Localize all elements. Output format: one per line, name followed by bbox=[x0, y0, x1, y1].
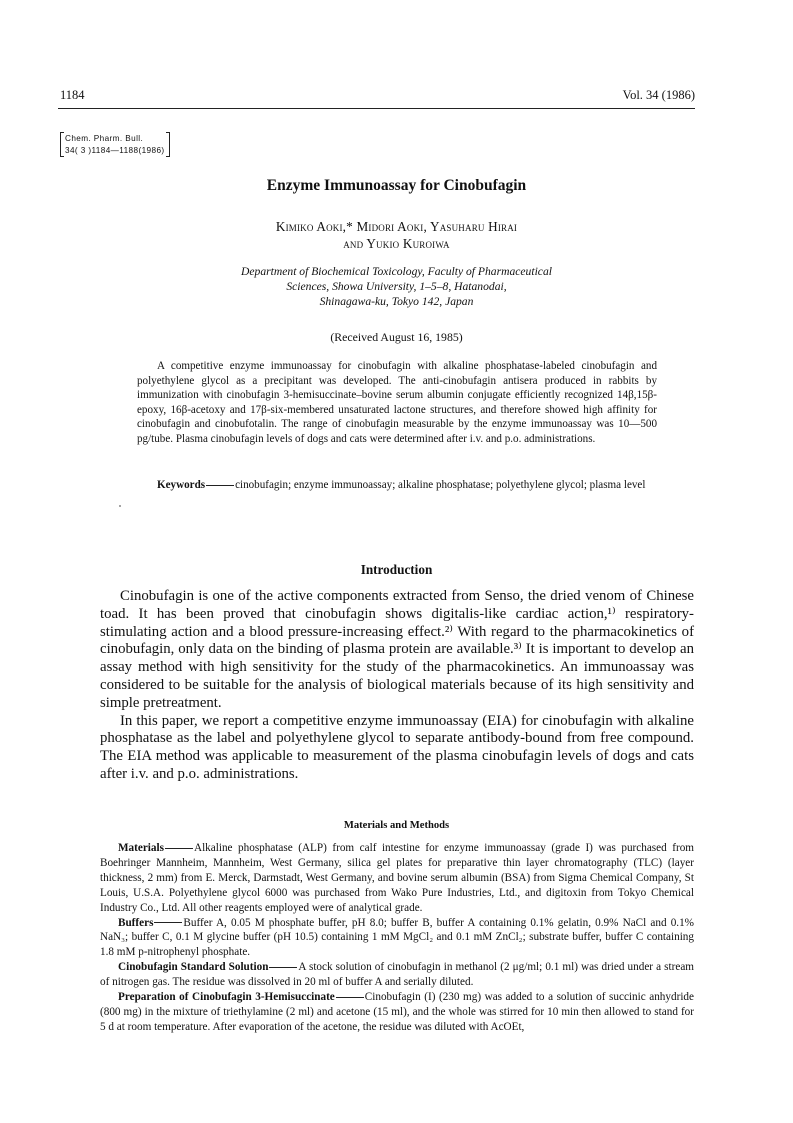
preparation-text: Cinobufagin (I) (230 mg) was added to a solution of succinic anhydride (800 mg) in the mixture of triethylamine (2 ml) and acetone (15 ml), and the whole was stirred for 10 min then allowed to stand for 5 d at room temperature. After evaporation of the acetone, the residue was diluted with AcOEt, bbox=[100, 991, 694, 1033]
em-dash bbox=[206, 485, 234, 486]
keywords-text: cinobufagin; enzyme immunoassay; alkaline phosphatase; polyethylene glycol; plasma level bbox=[235, 479, 646, 491]
affiliation-line-3: Shinagawa-ku, Tokyo 142, Japan bbox=[319, 295, 474, 308]
stamp-journal: Chem. Pharm. Bull. bbox=[65, 134, 144, 143]
journal-stamp bbox=[61, 132, 169, 157]
stamp-citation: 34( 3 )1184—1188(1986) bbox=[65, 145, 165, 155]
buffers-paragraph bbox=[100, 916, 694, 961]
standard-paragraph bbox=[100, 960, 694, 990]
methods-heading: Materials and Methods bbox=[343, 820, 450, 831]
introduction-heading: Introduction bbox=[360, 562, 433, 577]
page-number: 1184 bbox=[60, 88, 85, 102]
materials-paragraph bbox=[100, 841, 694, 916]
received-date: (Received August 16, 1985) bbox=[330, 330, 463, 344]
intro-paragraph-1: Cinobufagin is one of the active components extracted from Senso, the dried venom of Chinese toad. It has been proved that cinobufagin shows digitalis-like cardiac action,¹⁾ respiratory-stimulating action and a blood pressure-increasing effect.²⁾ With regard to the pharmacokinetics of cinobufagin, only data on the binding of plasma protein are available.³⁾ It is important to develop an assay method with high sensitivity for the study of the pharmacokinetics. An immunoassay was considered to be suitable for the analysis of biological materials because of its high sensitivity and simple pretreatment. bbox=[100, 588, 694, 711]
standard-text: A stock solution of cinobufagin in methanol (2 μg/ml; 0.1 ml) was dried under a stream of nitrogen gas. The residue was dissolved in 20 ml of buffer A and serially diluted. bbox=[100, 961, 694, 989]
affiliation bbox=[0, 264, 793, 309]
methods-body bbox=[100, 841, 694, 1035]
standard-label: Cinobufagin Standard Solution bbox=[118, 961, 269, 974]
preparation-label: Preparation of Cinobufagin 3-Hemisuccinate bbox=[118, 991, 335, 1004]
affiliation-line-2: Sciences, Showa University, 1–5–8, Hatanodai, bbox=[286, 280, 507, 293]
authors-line-1: Kimiko Aoki,* Midori Aoki, Yasuharu Hirai bbox=[275, 219, 518, 234]
materials-label: Materials bbox=[118, 842, 164, 854]
preparation-paragraph bbox=[100, 990, 694, 1035]
buffers-text: Buffer A, 0.05 M phosphate buffer, pH 8.0; buffer B, buffer A containing 0.1% gelatin, 0.9% NaCl and 0.1% NaN₃; buffer C, 0.1 M glycine buffer (pH 10.5) containing 1 mM MgCl₂ and 0.1 mM ZnCl₂; substrate buffer, buffer C containing 1.8 mM p-nitrophenyl phosphate. bbox=[100, 916, 694, 959]
authors-line-2: and Yukio Kuroiwa bbox=[343, 236, 450, 251]
volume-label: Vol. 34 (1986) bbox=[622, 88, 695, 102]
intro-paragraph-2: In this paper, we report a competitive enzyme immunoassay (EIA) for cinobufagin with alkaline phosphatase as the label and polyethylene glycol to separate antibody-bound from free compound. The EIA method was applicable to measurement of the plasma cinobufagin levels of dogs and cats after i.v. and p.o. administrations. bbox=[100, 712, 694, 782]
margin-dot bbox=[119, 505, 121, 507]
introduction-body bbox=[100, 588, 694, 784]
author-list bbox=[0, 218, 793, 252]
keywords bbox=[137, 478, 657, 493]
em-dash bbox=[269, 967, 297, 968]
article-title: Enzyme Immunoassay for Cinobufagin bbox=[266, 177, 527, 194]
header-rule bbox=[58, 108, 695, 109]
keywords-label: Keywords bbox=[157, 479, 206, 491]
materials-text: Alkaline phosphatase (ALP) from calf intestine for enzyme immunoassay (grade I) was purchased from Boehringer Mannheim, Mannheim, West Germany, silica gel plates for preparative thin layer chromatography (TLC) (layer thickness, 2 mm) from E. Merck, Darmstadt, West Germany, and bovine serum albumin (BSA) from Sigma Chemical Company, St Louis, U.S.A. Polyethylene glycol 6000 was purchased from Wako Pure Industries, Ltd., and digitoxin from Tokyo Chemical Industry Co., Ltd. All other reagents employed were of analytical grade. bbox=[100, 842, 694, 914]
em-dash bbox=[154, 922, 182, 923]
em-dash bbox=[336, 997, 364, 998]
buffers-label: Buffers bbox=[118, 916, 154, 929]
em-dash bbox=[165, 848, 193, 849]
affiliation-line-1: Department of Biochemical Toxicology, Faculty of Pharmaceutical bbox=[241, 265, 552, 278]
abstract: A competitive enzyme immunoassay for cinobufagin with alkaline phosphatase-labeled cinobufagin and polyethylene glycol as a precipitant was developed. The anti-cinobufagin antisera produced in rabbits by immunization with cinobufagin 3-hemisuccinate–bovine serum albumin conjugate efficiently recognized 14β,15β-epoxy, 16β-acetoxy and 17β-six-membered unsaturated lactone structures, and therefore showed high affinity for cinobufagin and cinobufotalin. The range of cinobufagin measurable by the enzyme immunoassay was 10—500 pg/tube. Plasma cinobufagin levels of dogs and cats were determined after i.v. and p.o. administrations. bbox=[137, 360, 657, 445]
